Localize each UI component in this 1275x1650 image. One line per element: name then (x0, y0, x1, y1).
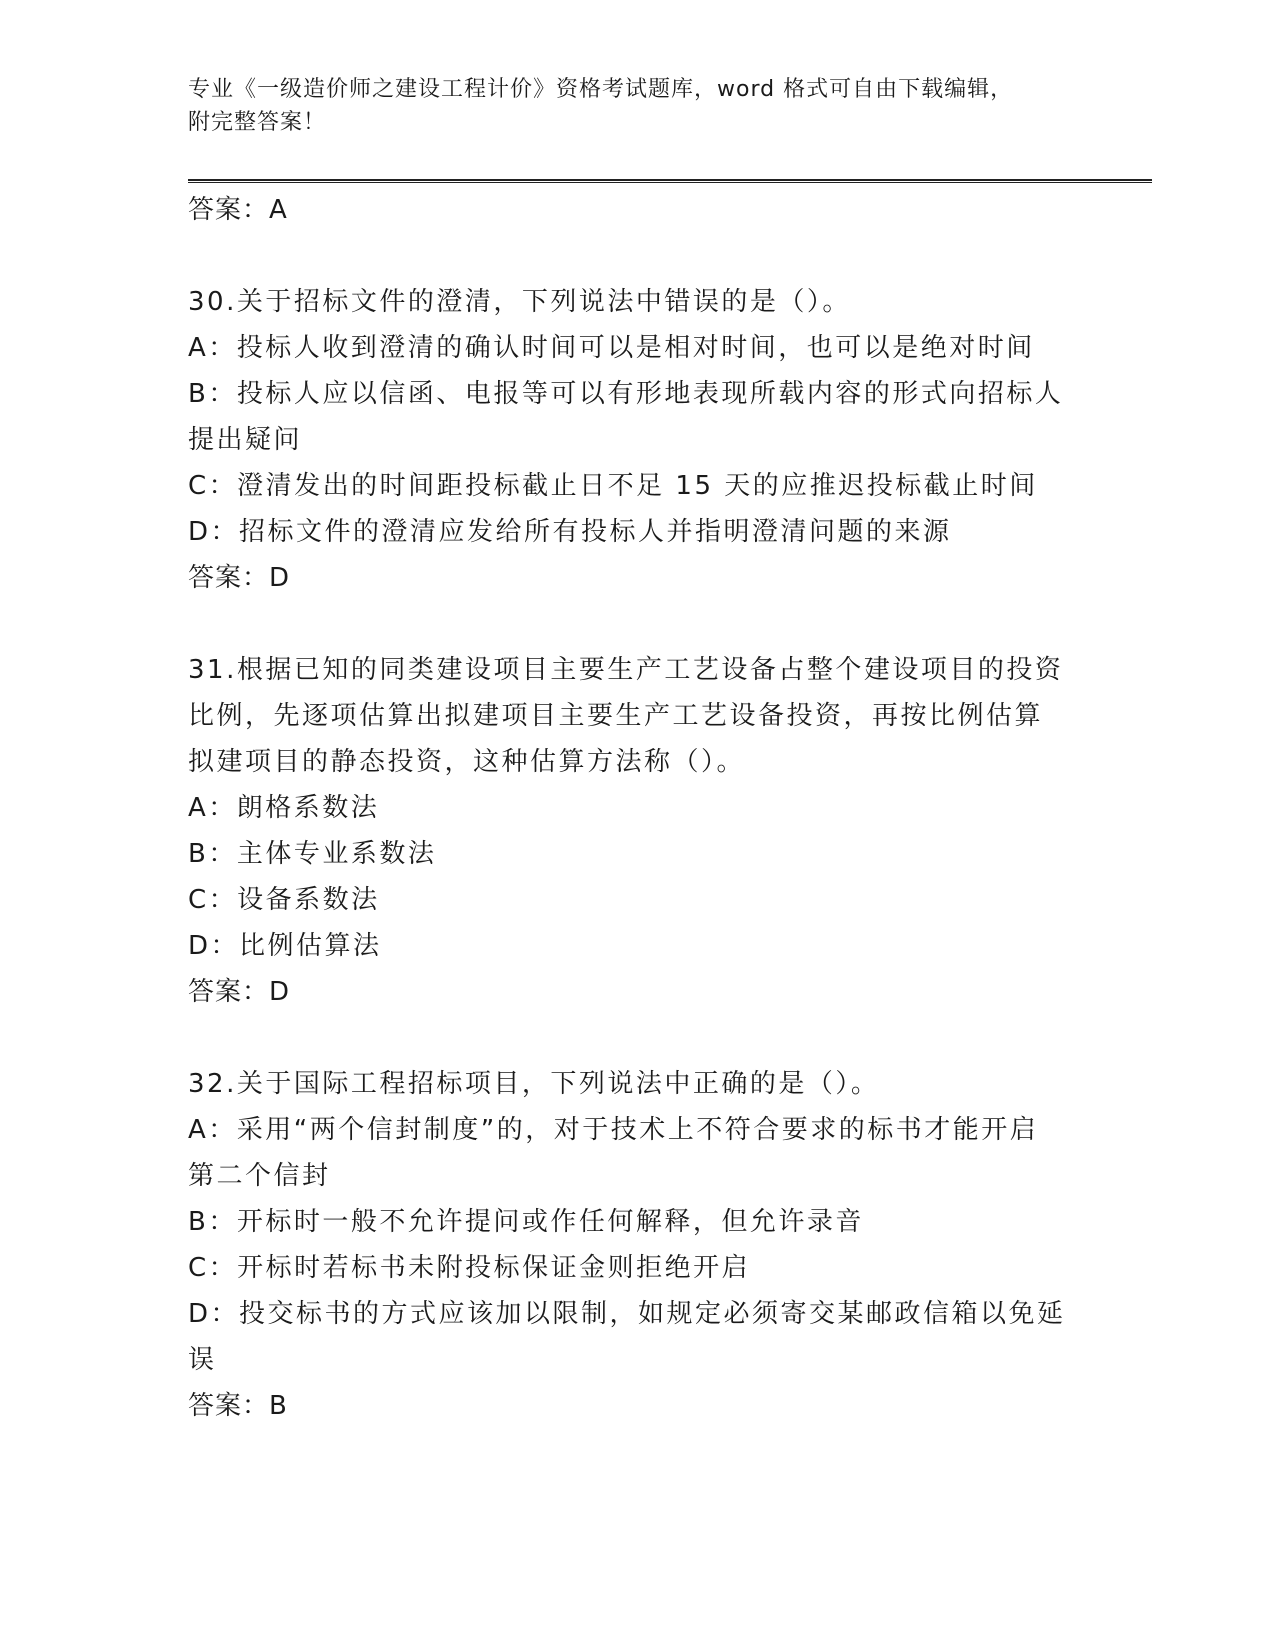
question-option-line: A：投标人收到澄清的确认时间可以是相对时间，也可以是绝对时间 (188, 333, 1035, 363)
question-stem-line: 比例，先逐项估算出拟建项目主要生产工艺设备投资，再按比例估算 (188, 701, 1044, 731)
question-list (188, 187, 1088, 1429)
question-gap (188, 1015, 1088, 1061)
question-option-line: 第二个信封 (188, 1161, 331, 1191)
header-line-2: 附完整答案！ (188, 110, 327, 135)
question-gap (188, 601, 1088, 647)
question-option-line: D：招标文件的澄清应发给所有投标人并指明澄清问题的来源 (188, 517, 952, 547)
question-option-line: B：主体专业系数法 (188, 839, 437, 869)
question-option-line: 提出疑问 (188, 425, 303, 455)
question-option-line: 误 (188, 1345, 217, 1375)
question-option-line: C：开标时若标书未附投标保证金则拒绝开启 (188, 1253, 751, 1283)
question-answer: 答案：D (188, 977, 291, 1007)
question-option-line: A：采用“两个信封制度”的，对于技术上不符合要求的标书才能开启 (188, 1115, 1039, 1145)
question-option-line: A：朗格系数法 (188, 793, 380, 823)
question-block (188, 647, 1088, 1015)
question-stem-line: 32.关于国际工程招标项目，下列说法中正确的是（）。 (188, 1069, 880, 1099)
question-option-line: B：投标人应以信函、电报等可以有形地表现所载内容的形式向招标人 (188, 379, 1064, 409)
question-stem-line: 31.根据已知的同类建设项目主要生产工艺设备占整个建设项目的投资 (188, 655, 1064, 685)
page-header (188, 73, 1068, 139)
question-option-line: D：比例估算法 (188, 931, 382, 961)
question-option-line: D：投交标书的方式应该加以限制，如规定必须寄交某邮政信箱以免延 (188, 1299, 1066, 1329)
question-option-line: C：设备系数法 (188, 885, 380, 915)
question-block (188, 279, 1088, 601)
question-answer: 答案：D (188, 563, 291, 593)
question-stem-line: 拟建项目的静态投资，这种估算方法称（）。 (188, 747, 746, 777)
header-divider (188, 179, 1152, 183)
question-block (188, 1061, 1088, 1429)
header-line-1: 专业《一级造价师之建设工程计价》资格考试题库，word 格式可自由下载编辑， (188, 77, 1014, 102)
question-option-line: B：开标时一般不允许提问或作任何解释，但允许录音 (188, 1207, 864, 1237)
question-gap (188, 233, 1088, 279)
question-stem-line: 30.关于招标文件的澄清，下列说法中错误的是（）。 (188, 287, 851, 317)
question-answer: 答案：B (188, 1391, 288, 1421)
questions-container (188, 233, 1088, 1429)
question-option-line: C：澄清发出的时间距投标截止日不足 15 天的应推迟投标截止时间 (188, 471, 1038, 501)
previous-answer: 答案：A (188, 195, 288, 225)
